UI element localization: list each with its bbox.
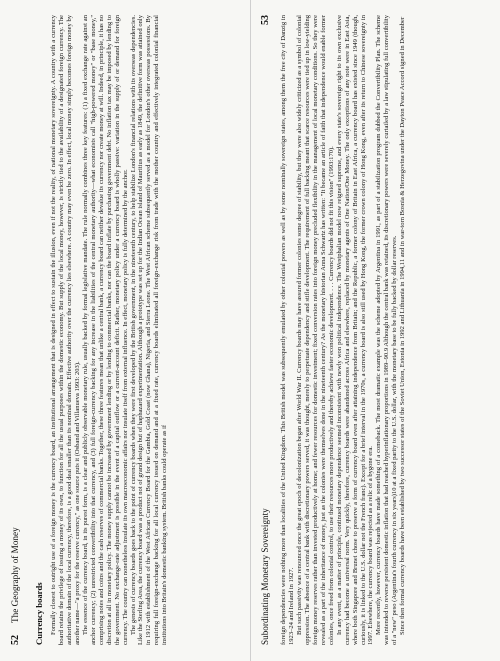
right-page-content [260, 15, 490, 645]
left-page-content [10, 15, 240, 645]
paragraph: foreign dependencies were nothing more than localities of the United Kingdom. This British model was subsequently emulated by other colonial powers as well as by some nominally sovereign states, among them the free city of Danzig in 1923–24 and Ireland in 1927. [280, 15, 295, 645]
paragraph: Since then formal currency boards have been established by two successor states of the Soviet Union, Estonia in 1992 and Lithuania in 1994,11 and in war-torn Bosnia & Herzegovina under the Dayton Peace Accord signed in December [399, 16, 407, 635]
paragraph: Formally closest to outright use of a foreign money is the currency board, an institutional arrangement that is designed in effect to sustain the illusion, even if not the reality, of national monetary sovereignty. A country with a currency board retains the privilege of issuing a money of its own, to function for all the usual purposes within the domestic economy. But supply of the local money, however, is strictly tied to the availability of a designated foreign currency. The authoritative domain of the local currency, therefore, is a good deal smaller than its nominal domain. Effective authority over the currency lies elsewhere. A country may even be zero. In effect, local money simply becomes foreign money by another name—"a proxy for the reserve currency," as one source puts it (Osband and Villanueva 1993: 203). [50, 15, 81, 645]
right-page-header [260, 15, 274, 645]
right-page [250, 0, 500, 661]
paragraph: More recently, however, currency boards have made something of a comeback. The most dramatic example was the scheme adopted by Argentina in 1991, as part of a stabilization program dubbed the Convertibility Plan. The scheme was intended to reverse persistent domestic inflation that had reached hyperinflationary proportions in 1989–90.9 Although the central bank was retained, its discretionary powers were severely curtailed by a law stipulating full convertibility of a "new" peso (Argentina's fourth currency in six years)10 at a fixed parity to the U.S. dollar, with the monetary base to be fully backed by dollar reserves. [375, 15, 399, 645]
paragraph: The essence of the currency board, in its purest form, is a clear and publicly observable monetary rule, usually backed by formal legislative mandate. The rule normally combines three key features: (1) a fixed exchange rate against an anchor currency; (2) unrestricted convertibility into that currency, and (3) full foreign-currency backing for any increase in the liabilities of the central monetary authority—what economists call "high-powered money" or "base money," comprising notes and coins and the cash reserves of commercial banks. Together, these three features mean that unlike a central bank, a currency board can neither devalue its currency nor create money at will. Indeed, in principle, it has no discretion at all in monetary policy. The money supply cannot be increased by government lending or by lending to commercial banks, nor can the board inflate by purchasing government debt. No inflation tax may be imposed by lending to the government. No exchange-rate adjustment is possible in the event of a capital outflow or a current-account deficit. Rather, monetary policy under a currency board is wholly passive: variation in the supply of or demand for foreign currency. The country can nonetheless insulate its own macroeconomic affairs nor insulate itself from external influence. In effect, monetary policy is fully determined by the anchor. [81, 15, 129, 645]
paragraph: But such passivity was renounced once the great epoch of decolonization began after World War II. Currency boards may have assured former colonies some degree of stability, but they were also widely criticized as a symbol of colonial oppression. The absence of a central bank with discretionary powers served, it was thought, merely to perpetuate dependency and stifle development. The requirement of full backing meant that scarce resources were tied up in low-yielding foreign money reserves rather than invested productively at home; and fewer resources for domestic investment; fixed conversion rates into foreign money precluded flexibility in the management of local monetary conditions. So they were revealed as a part of the inheritance of money, just as the colonies were themselves done in the nineteenth century? As the monetary historian Anna Schwartz has written: "It became an article of faith that independence would enable former colonies, once freed from colonial control, to use their resources more productively and thereby achieve faster economic development. . . . Currency boards did not fit this vision" (1993:170). [295, 15, 335, 645]
running-title: Subordinating Monetary Sovereignty [260, 508, 270, 645]
left-page-body [50, 15, 169, 645]
left-page-header [10, 15, 24, 645]
page-number: 53 [260, 15, 271, 25]
paragraph: The genesis of currency boards goes back to the point of currency boards when they were first developed by the British government, in the nineteenth century, to help stabilize London's financial relations with its overseas dependencies. Like the Sterling Area, the currency board was a product not of grand design but of haphazard experimentation. Although a prototype was set up for the Indian Ocean island of Mauritius as early as 1849, the definitive form was attained only in 1912 with establishment of the West African Currency Board for the Gambia, Gold Coast (now Ghana), Nigeria, and Sierra Leone. The West African scheme subsequently served as a model for London's other overseas possessions. By requiring full foreign-exchange backing for all local currency issued on demand and at a fixed rate, currency boards eliminated all foreign-exchange risk from trade with the mother country and effectively integrated colonial financial institutions into Britain's domestic banking system. British banks could operate as if [129, 15, 169, 645]
paragraph: In any event, as a matter of principle, continued monetary dependence seemed inconsistent with newly won political independence. The Westphalian model now reigned supreme, and every state's sovereign right to its own exclusive currency had become a universal norm. Very quickly, therefore, currency boards were abandoned across Africa and elsewhere, replaced by monetary agents of One Nation/One Money. The only exceptions of any note were in East Asia, where both Singapore and Brunei chose to preserve a form of currency board even after attaining independence from Britain; and the Republic, a former colony of Britain in East Africa, a currency board has existed since 1949 (though, curiously, it is linked to the U.S. dollar not the French franc). Except for a brief interval in the 1970s, a currency board is also still used by Hong Kong, the former crown colony of Hong Kong, even after its return to Chinese sovereignty in 1997. Elsewhere, the currency board was rejected as a relic of a bygone era. [335, 15, 375, 645]
page-number: 52 [10, 635, 21, 645]
right-page-body [280, 15, 407, 645]
section-heading: Currency boards [34, 582, 44, 645]
running-title: The Geography of Money [10, 527, 20, 623]
